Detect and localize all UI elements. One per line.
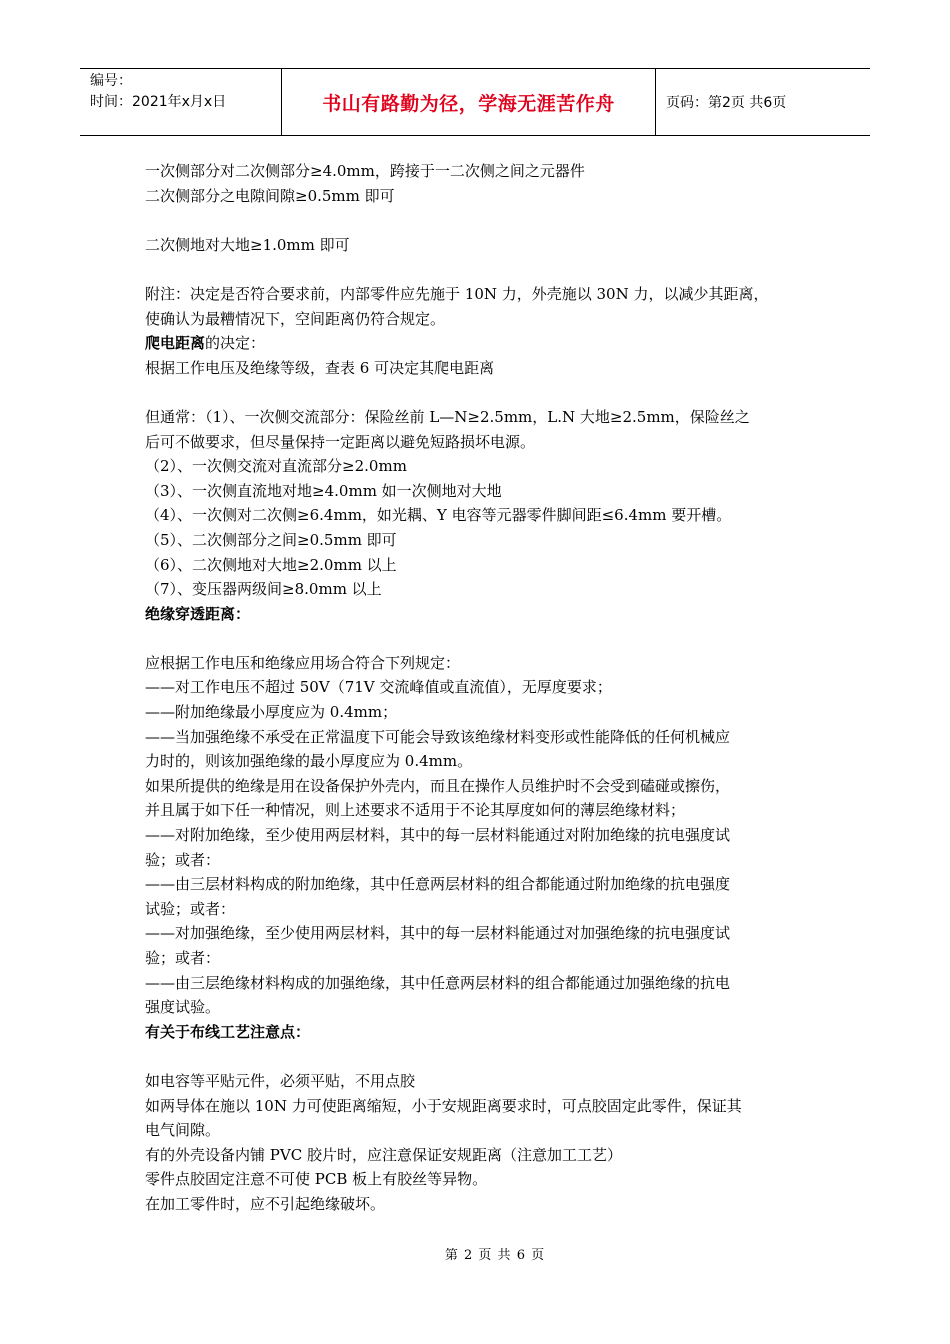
document-body bbox=[145, 159, 820, 1217]
body-line: 并且属于如下任一种情况，则上述要求不适用于不论其厚度如何的薄层绝缘材料； bbox=[145, 801, 686, 820]
wiring-heading: 有关于布线工艺注意点： bbox=[145, 1022, 311, 1041]
body-line: ——由三层材料构成的附加绝缘，其中任意两层材料的组合都能通过附加绝缘的抗电强度 bbox=[145, 875, 731, 894]
body-line: 验；或者： bbox=[145, 850, 221, 869]
document-header bbox=[80, 68, 870, 136]
blank-line bbox=[145, 257, 820, 282]
body-line: 零件点胶固定注意不可使 PCB 板上有胶丝等异物。 bbox=[145, 1170, 488, 1189]
body-line: ——当加强绝缘不承受在正常温度下可能会导致该绝缘材料变形或性能降低的任何机械应 bbox=[145, 727, 731, 746]
body-line: ——由三层绝缘材料构成的加强绝缘，其中任意两层材料的组合都能通过加强绝缘的抗电 bbox=[145, 973, 731, 992]
body-line: 使确认为最糟情况下，空间距离仍符合规定。 bbox=[145, 309, 446, 328]
body-line: 后可不做要求，但尽量保持一定距离以避免短路损坏电源。 bbox=[145, 432, 536, 451]
body-line: 但通常：（1）、一次侧交流部分：保险丝前 L—N≥2.5mm，L.N 大地≥2.5mm，保险丝之 bbox=[145, 407, 750, 426]
body-line: ——对工作电压不超过 50V（71V 交流峰值或直流值），无厚度要求； bbox=[145, 678, 612, 697]
body-line: 根据工作电压及绝缘等级，查表 6 可决定其爬电距离 bbox=[145, 358, 495, 377]
body-line: ——附加绝缘最小厚度应为 0.4mm； bbox=[145, 703, 398, 722]
header-divider-right bbox=[655, 69, 656, 135]
blank-line bbox=[145, 1044, 820, 1069]
body-line: 如电容等平贴元件，必须平贴，不用点胶 bbox=[145, 1071, 416, 1090]
list-item: （3）、一次侧直流地对地≥4.0mm 如一次侧地对大地 bbox=[145, 481, 502, 500]
blank-line bbox=[145, 208, 820, 233]
body-line: ——对附加绝缘，至少使用两层材料，其中的每一层材料能通过对附加绝缘的抗电强度试 bbox=[145, 826, 731, 845]
body-line: 电气间隙。 bbox=[145, 1121, 221, 1140]
body-line: 力时的，则该加强绝缘的最小厚度应为 0.4mm。 bbox=[145, 752, 473, 771]
blank-line bbox=[145, 380, 820, 405]
body-line: 验；或者： bbox=[145, 949, 221, 967]
creepage-heading bbox=[145, 331, 820, 356]
creepage-heading-rest: 的决定： bbox=[205, 334, 266, 353]
body-line: 在加工零件时，应不引起绝缘破坏。 bbox=[145, 1194, 386, 1213]
body-line: ——对加强绝缘，至少使用两层材料，其中的每一层材料能通过对加强绝缘的抗电强度试 bbox=[145, 924, 731, 943]
page-footer: 第 2 页 共 6 页 bbox=[444, 1248, 546, 1263]
body-line: 附注：决定是否符合要求前，内部零件应先施于 10N 力，外壳施以 30N 力，以减少其距离， bbox=[145, 284, 769, 303]
blank-line bbox=[145, 626, 820, 651]
body-line: 如两导体在施以 10N 力可使距离缩短，小于安规距离要求时，可点胶固定此零件，保证其 bbox=[145, 1096, 742, 1115]
body-line: 应根据工作电压和绝缘应用场合符合下列规定： bbox=[145, 653, 461, 672]
header-motto: 书山有路勤为径，学海无涯苦作舟 bbox=[322, 92, 615, 115]
body-line: 二次侧地对大地≥1.0mm 即可 bbox=[145, 235, 350, 254]
header-page-label: 页码：第2页 共6页 bbox=[666, 95, 787, 111]
list-item: （4）、一次侧对二次侧≥6.4mm，如光耦、Y 电容等元器零件脚间距≤6.4mm 要开槽。 bbox=[145, 506, 732, 525]
list-item: （7）、变压器两级间≥8.0mm 以上 bbox=[145, 580, 382, 599]
body-line: 强度试验。 bbox=[145, 998, 221, 1017]
body-line: 试验；或者： bbox=[145, 899, 236, 918]
insulation-heading: 绝缘穿透距离： bbox=[145, 604, 251, 623]
header-number-label: 编号： bbox=[90, 73, 132, 89]
list-item: （6）、二次侧地对大地≥2.0mm 以上 bbox=[145, 555, 397, 574]
list-item: （2）、一次侧交流对直流部分≥2.0mm bbox=[145, 457, 407, 476]
body-line: 二次侧部分之电隙间隙≥0.5mm 即可 bbox=[145, 186, 395, 205]
body-line: 有的外壳设备内铺 PVC 胶片时，应注意保证安规距离（注意加工工艺） bbox=[145, 1145, 622, 1164]
body-line: 如果所提供的绝缘是用在设备保护外壳内，而且在操作人员维护时不会受到磕碰或擦伤， bbox=[145, 776, 731, 795]
header-time-label: 时间：2021年x月x日 bbox=[90, 94, 227, 110]
list-item: （5）、二次侧部分之间≥0.5mm 即可 bbox=[145, 530, 397, 549]
creepage-heading-bold: 爬电距离 bbox=[145, 334, 206, 353]
body-line: 一次侧部分对二次侧部分≥4.0mm，跨接于一二次侧之间之元器件 bbox=[145, 162, 585, 180]
header-meta bbox=[90, 71, 280, 113]
